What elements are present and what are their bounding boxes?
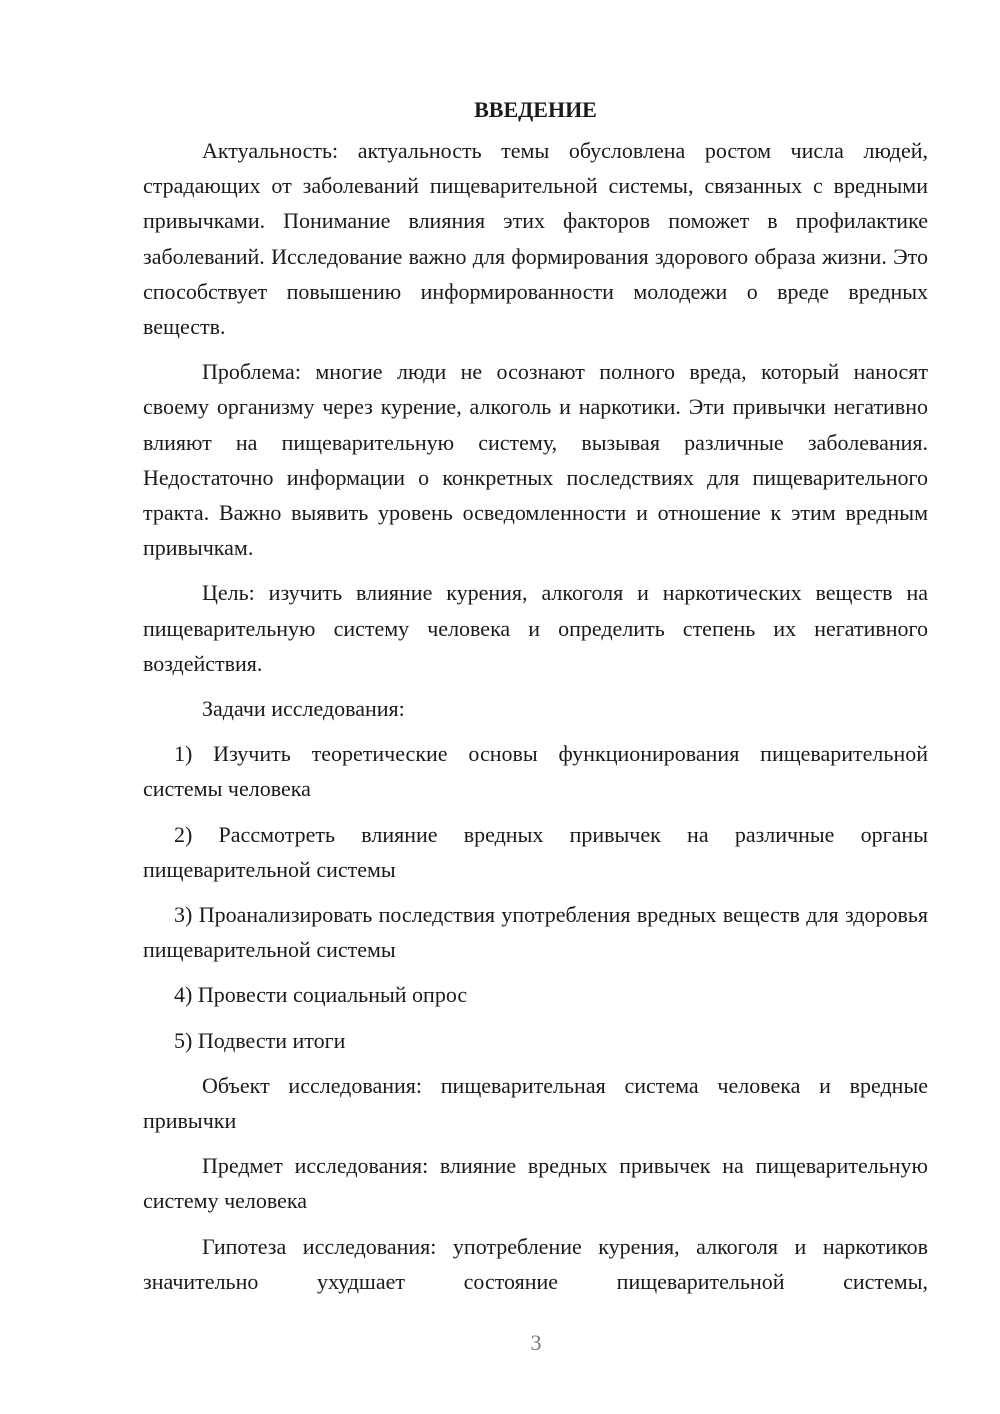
task-item-3: 3) Проанализировать последствия употребления вредных веществ для здоровья пищеварительной системы [143, 902, 928, 963]
task-item-5: 5) Подвести итоги [174, 1027, 346, 1053]
hypothesis-paragraph: Гипотеза исследования: употребление курения, алкоголя и наркотиков значительно ухудшает состояние пищеварительной системы, [143, 1233, 928, 1294]
task-item-1: 1) Изучить теоретические основы функционирования пищеварительной системы человека [143, 741, 928, 802]
task-item-4: 4) Провести социальный опрос [174, 982, 468, 1008]
tasks-heading: Задачи исследования: [202, 696, 405, 722]
page-title: ВВЕДЕНИЕ [474, 97, 597, 122]
document-page [143, 92, 928, 1309]
page-number: 3 [530, 1330, 542, 1355]
task-item-2: 2) Рассмотреть влияние вредных привычек на различные органы пищеварительной системы [143, 821, 928, 882]
relevance-paragraph: Актуальность: актуальность темы обусловлена ростом числа людей, страдающих от заболеваний пищеварительной системы, связанных с вредными привычками. Понимание влияния этих факторов поможет в профилактике заболеваний. Исследование важно для формирования здорового образа жизни. Это способствует повышению информированности молодежи о вреде вредных веществ. [143, 138, 928, 340]
object-paragraph: Объект исследования: пищеварительная система человека и вредные привычки [143, 1072, 928, 1134]
goal-paragraph: Цель: изучить влияние курения, алкоголя и наркотических веществ на пищеварительную систему человека и определить степень их негативного воздействия. [143, 580, 928, 676]
subject-paragraph: Предмет исследования: влияние вредных привычек на пищеварительную систему человека [143, 1153, 928, 1214]
problem-paragraph: Проблема: многие люди не осознают полного вреда, который наносят своему организму через курение, алкоголь и наркотики. Эти привычки негативно влияют на пищеварительную систему, вызывая различные заболевания. Недостаточно информации о конкретных последствиях для пищеварительного тракта. Важно выявить уровень осведомленности и отношение к этим вредным привычкам. [143, 359, 928, 561]
